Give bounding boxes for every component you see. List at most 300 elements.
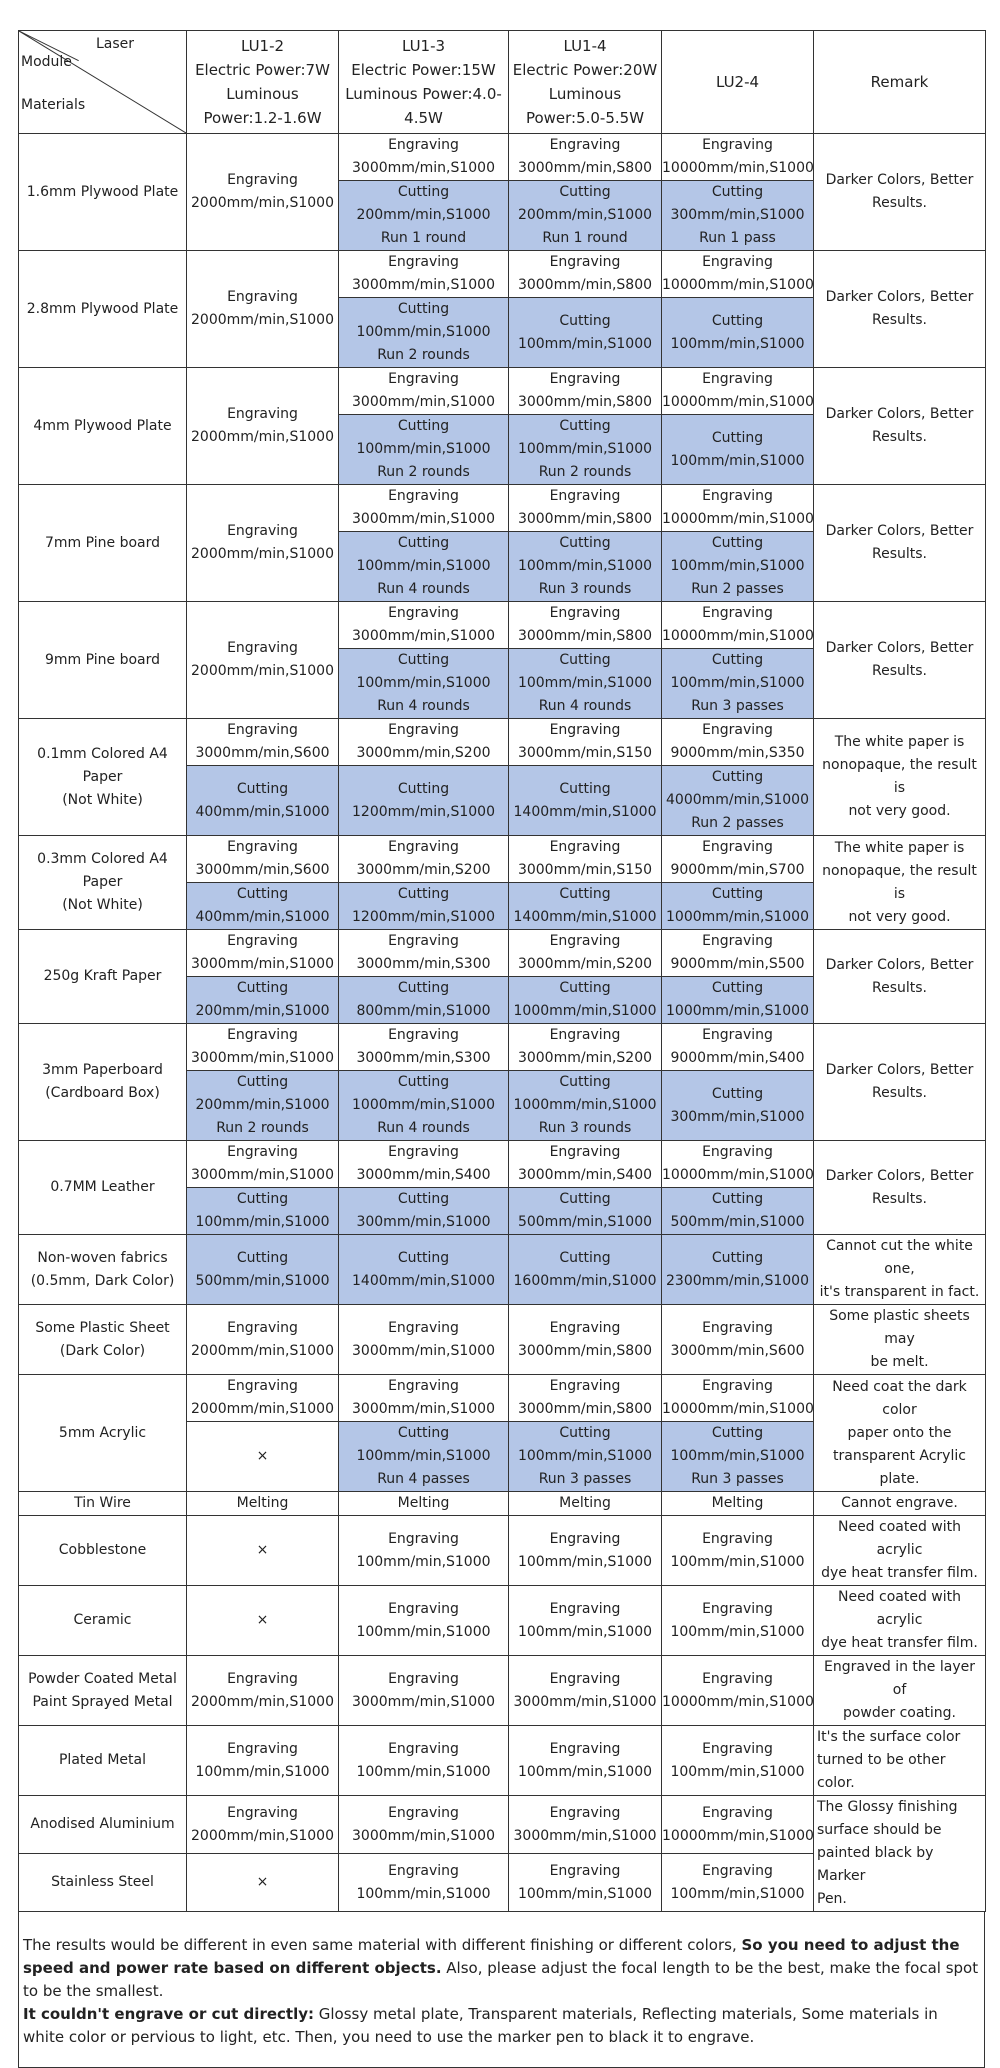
cell-text-line: Cutting <box>397 535 450 551</box>
cell-text-line: 3000mm/min,S800 <box>517 1401 653 1417</box>
setting-cell-lu1-4 <box>509 1656 662 1726</box>
cell-text-line: 100mm/min,S1000 <box>356 1448 491 1464</box>
setting-cell-lu1-2 <box>187 134 339 251</box>
cell-text-line: 2300mm/min,S1000 <box>666 1272 809 1289</box>
cell-text-line: Results. <box>871 312 927 328</box>
cell-text-line: 800mm/min,S1000 <box>356 1003 491 1019</box>
cell-text-line: Darker Colors, Better <box>825 523 974 539</box>
cell-text-line: 3000mm/min,S800 <box>517 628 653 644</box>
cell-text-line: Cutting <box>397 1249 450 1266</box>
cell-text-line: Engraving <box>388 1530 459 1547</box>
setting-cell-lu1-3-engraving <box>339 1141 509 1188</box>
table-row <box>19 930 986 977</box>
setting-cell-lu2-4 <box>662 1492 814 1516</box>
cell-text-line: Engraving <box>702 371 773 387</box>
cell-text-line: 400mm/min,S1000 <box>195 909 330 925</box>
module-label: Module <box>21 54 72 70</box>
cell-text-line: 4mm Plywood Plate <box>33 417 172 434</box>
cell-text-line: Cobblestone <box>58 1542 147 1558</box>
cell-text-line: Cutting <box>711 769 764 785</box>
cell-text-line: 100mm/min,S1000 <box>670 335 805 352</box>
cell-text-line: Engraving <box>549 1027 621 1043</box>
setting-cell-lu2-4-cutting <box>662 298 814 368</box>
laser-label: Laser <box>95 36 134 52</box>
setting-cell-lu1-3 <box>339 1586 509 1656</box>
cell-text-line: Electric Power:15W <box>351 61 496 79</box>
setting-cell-lu2-4-engraving <box>662 251 814 298</box>
cell-text-line: 3000mm/min,S1000 <box>513 1827 657 1844</box>
cell-text-line: Cutting <box>711 184 764 200</box>
setting-cell-lu2-4-engraving <box>662 836 814 883</box>
cell-text-line: Engraving <box>388 1600 459 1617</box>
material-cell <box>19 602 187 719</box>
setting-cell-lu1-3 <box>339 1726 509 1796</box>
cell-text-line: 1000mm/min,S1000 <box>666 1003 809 1019</box>
cell-text-line: Run 1 round <box>380 230 467 246</box>
table-row <box>19 1305 986 1375</box>
cell-text-line: 3000mm/min,S800 <box>517 160 653 176</box>
cell-text-line: 100mm/min,S1000 <box>670 452 805 469</box>
cell-text-line: Engraving <box>388 1804 459 1821</box>
setting-cell-lu1-4 <box>509 1726 662 1796</box>
setting-cell-lu1-4-engraving <box>509 368 662 415</box>
cell-text-line: 100mm/min,S1000 <box>670 1553 805 1570</box>
setting-cell-lu2-4-engraving <box>662 368 814 415</box>
cell-text-line: The white paper is <box>834 839 965 856</box>
cell-text-line: painted black by Marker <box>817 1845 934 1884</box>
material-cell <box>19 1235 187 1305</box>
setting-cell-lu1-4-cutting <box>509 766 662 836</box>
material-cell <box>19 368 187 485</box>
cell-text-line: The Glossy finishing <box>817 1799 958 1815</box>
setting-cell-lu1-4-engraving <box>509 930 662 977</box>
remark-cell <box>814 485 986 602</box>
cell-text-line: dye heat transfer film. <box>821 1565 978 1581</box>
table-row <box>19 1726 986 1796</box>
cell-text-line: Engraving <box>227 523 298 539</box>
cell-text-line: 1000mm/min,S1000 <box>666 909 809 925</box>
cell-text-line: Run 1 round <box>542 230 628 246</box>
cell-text-line: Engraving <box>549 1144 621 1160</box>
setting-cell-lu1-2 <box>187 1586 339 1656</box>
cell-text-line: 4000mm/min,S1000 <box>666 792 809 808</box>
cell-text-line: Engraving <box>227 1378 298 1394</box>
cell-text-line: 10000mm/min,S1000 <box>662 628 814 644</box>
setting-cell-lu1-2 <box>187 1854 339 1912</box>
cell-text-line: Run 1 pass <box>699 230 776 246</box>
cell-text-line: 3000mm/min,S1000 <box>352 1401 495 1417</box>
cell-text-line: Run 3 passes <box>691 1471 784 1487</box>
cell-text-line: Engraving <box>227 1670 298 1687</box>
cell-text-line: be melt. <box>870 1354 929 1370</box>
table-row <box>19 251 986 298</box>
cell-text-line: 3000mm/min,S150 <box>517 862 653 878</box>
cell-text-line: Engraving <box>702 1530 773 1547</box>
table-row <box>19 1375 986 1422</box>
cell-text-line: not very good. <box>848 908 951 925</box>
cell-text-line: Cutting <box>559 1425 611 1441</box>
cell-text-line: Engraving <box>702 1740 773 1757</box>
cell-text-line: Engraving <box>549 137 621 153</box>
setting-cell-lu1-2 <box>187 1235 339 1305</box>
cell-text-line: Engraving <box>549 1740 621 1757</box>
cell-text-line: Engraving <box>388 1319 459 1336</box>
cell-text-line: Tin Wire <box>74 1495 131 1511</box>
cell-text-line: Cutting <box>711 886 764 902</box>
setting-cell-lu2-4-engraving <box>662 1024 814 1071</box>
cell-text-line: Cutting <box>711 652 764 668</box>
cell-text-line: Cutting <box>397 1074 450 1090</box>
cell-text-line: Engraving <box>227 640 298 656</box>
setting-cell-lu1-3-engraving <box>339 719 509 766</box>
table-row <box>19 602 986 649</box>
cell-text-line: 1200mm/min,S1000 <box>352 803 495 820</box>
cell-text-line: Cutting <box>397 980 450 996</box>
cell-text-line: 500mm/min,S1000 <box>517 1214 653 1230</box>
cell-text-line: Cutting <box>236 886 289 902</box>
cell-text-line: Engraving <box>702 605 773 621</box>
cell-text-line: 3000mm/min,S1000 <box>352 277 495 293</box>
cell-text-line: Cutting <box>559 652 611 668</box>
setting-cell-lu1-3-engraving <box>339 134 509 181</box>
remark-cell <box>814 602 986 719</box>
setting-cell-lu1-4 <box>509 1235 662 1305</box>
setting-cell-lu1-2 <box>187 1305 339 1375</box>
cell-text-line: 10000mm/min,S1000 <box>662 277 814 293</box>
cell-text-line: Engraving <box>549 371 621 387</box>
remark-cell <box>814 1516 986 1586</box>
setting-cell-lu2-4-cutting <box>662 1188 814 1235</box>
cell-text-line: Engraving <box>549 1530 621 1547</box>
cell-text-line: 100mm/min,S1000 <box>670 1763 805 1780</box>
remark-cell <box>814 1024 986 1141</box>
setting-cell-lu1-2 <box>187 1796 339 1854</box>
cell-text-line: Darker Colors, Better <box>825 406 974 422</box>
cell-text-line: 100mm/min,S1000 <box>517 558 653 574</box>
table-row <box>19 1235 986 1305</box>
cell-text-line: Run 2 passes <box>691 581 784 597</box>
setting-cell-lu1-3-cutting <box>339 766 509 836</box>
col-header-lu2-4 <box>662 31 814 134</box>
setting-cell-lu2-4-engraving <box>662 1141 814 1188</box>
cell-text-line: Run 3 passes <box>691 698 784 714</box>
setting-cell-lu2-4-cutting <box>662 1071 814 1141</box>
cell-text-line: 3000mm/min,S400 <box>517 1167 653 1183</box>
table-row <box>19 1492 986 1516</box>
setting-cell-lu1-3-cutting <box>339 883 509 930</box>
cell-text-line: Engraving <box>702 1144 773 1160</box>
cell-text-line: × <box>256 1448 269 1464</box>
setting-cell-lu1-4 <box>509 1854 662 1912</box>
cell-text-line: Paper <box>82 874 123 890</box>
setting-cell-lu2-4 <box>662 1854 814 1912</box>
cell-text-line: Run 2 rounds <box>377 464 470 480</box>
corner-header <box>19 31 187 134</box>
setting-cell-lu1-3-cutting <box>339 415 509 485</box>
cell-text-line: 100mm/min,S1000 <box>356 1763 491 1780</box>
cell-text-line: (0.5mm, Dark Color) <box>30 1272 175 1289</box>
setting-cell-lu1-3 <box>339 1796 509 1854</box>
cell-text-line: 3000mm/min,S200 <box>517 1050 653 1066</box>
cell-text-line: 100mm/min,S1000 <box>670 1885 805 1902</box>
settings-sheet <box>18 30 985 2068</box>
cell-text-line: Results. <box>871 429 927 445</box>
setting-cell-lu1-3-engraving <box>339 368 509 415</box>
cell-text-line: 3000mm/min,S200 <box>517 956 653 972</box>
cell-text-line: 3000mm/min,S1000 <box>352 394 495 410</box>
setting-cell-lu1-3-engraving <box>339 930 509 977</box>
cell-text-line: Run 3 rounds <box>538 581 632 597</box>
cell-text-line: Results. <box>871 1190 927 1207</box>
remark-cell <box>814 1375 986 1492</box>
cell-text-line: Engraving <box>388 839 459 855</box>
cell-text-line: 1000mm/min,S1000 <box>513 1097 657 1113</box>
material-cell <box>19 1656 187 1726</box>
cell-text-line: It's the surface color <box>817 1729 961 1745</box>
remark-cell <box>814 930 986 1024</box>
cell-text-line: Engraving <box>549 1378 621 1394</box>
setting-cell-lu1-3-cutting <box>339 181 509 251</box>
cell-text-line: 3000mm/min,S1000 <box>352 1693 495 1710</box>
cell-text-line: Cutting <box>236 780 289 797</box>
cell-text-line: 3000mm/min,S1000 <box>513 1693 657 1710</box>
cell-text-line: LU1-4 <box>563 37 607 55</box>
cell-text-line: Engraving <box>702 839 773 855</box>
cell-text-line: 10000mm/min,S1000 <box>662 1167 814 1183</box>
cell-text-line: 3000mm/min,S1000 <box>352 628 495 644</box>
cell-text-line: Melting <box>236 1495 289 1511</box>
cell-text-line: 200mm/min,S1000 <box>195 1097 330 1113</box>
col-header-lu1-3 <box>339 31 509 134</box>
cell-text-line: 2000mm/min,S1000 <box>191 1401 334 1417</box>
cell-text-line: 100mm/min,S1000 <box>517 675 653 691</box>
cell-text-line: 200mm/min,S1000 <box>195 1003 330 1019</box>
cell-text-line: 3000mm/min,S300 <box>356 1050 491 1066</box>
setting-cell-lu2-4-engraving <box>662 719 814 766</box>
cell-text-line: Engraving <box>549 1600 621 1617</box>
cell-text-line: Power:1.2-1.6W <box>203 109 322 127</box>
cell-text-line: Paint Sprayed Metal <box>32 1693 173 1710</box>
remark-cell <box>814 1726 986 1796</box>
cell-text-line: 1200mm/min,S1000 <box>352 909 495 925</box>
material-cell <box>19 251 187 368</box>
cell-text-line: 5mm Acrylic <box>58 1424 147 1441</box>
cell-text-line: Engraving <box>388 933 459 949</box>
cell-text-line: Darker Colors, Better <box>825 640 974 656</box>
setting-cell-lu1-3-cutting <box>339 1071 509 1141</box>
table-row <box>19 719 986 766</box>
cell-text-line: nonopaque, the result is <box>822 757 977 796</box>
setting-cell-lu2-4-cutting <box>662 1422 814 1492</box>
cell-text-line: Paper <box>82 768 123 785</box>
cell-text-line: Engraving <box>702 1600 773 1617</box>
setting-cell-lu1-4-engraving <box>509 134 662 181</box>
col-header-remark <box>814 31 986 134</box>
setting-cell-lu1-4-cutting <box>509 1422 662 1492</box>
material-cell <box>19 134 187 251</box>
cell-text-line: Cutting <box>559 1249 611 1266</box>
setting-cell-lu1-2-engraving <box>187 1141 339 1188</box>
col-header-lu1-2 <box>187 31 339 134</box>
cell-text-line: Run 4 rounds <box>377 581 470 597</box>
setting-cell-lu1-2-engraving <box>187 1024 339 1071</box>
cell-text-line: Engraving <box>702 254 773 270</box>
cell-text-line: Cutting <box>397 184 450 200</box>
cell-text-line: nonopaque, the result is <box>822 862 977 902</box>
setting-cell-lu1-4-engraving <box>509 836 662 883</box>
notes-block <box>18 1912 985 2068</box>
setting-cell-lu1-3 <box>339 1854 509 1912</box>
cell-text-line: Powder Coated Metal <box>28 1670 177 1687</box>
material-cell <box>19 1796 187 1854</box>
cell-text-line: The white paper is <box>834 734 965 750</box>
cell-text-line: Engraving <box>702 933 773 949</box>
cell-text-line: 3000mm/min,S300 <box>356 956 491 972</box>
cell-text-line: Engraving <box>702 137 773 153</box>
setting-cell-lu1-3-cutting <box>339 977 509 1024</box>
setting-cell-lu2-4-cutting <box>662 649 814 719</box>
setting-cell-lu1-2 <box>187 1492 339 1516</box>
cell-text-line: Cutting <box>559 780 611 797</box>
cell-text-line: Luminous <box>548 85 622 103</box>
cell-text-line: Cutting <box>559 1191 611 1207</box>
cell-text-line: 1000mm/min,S1000 <box>513 1003 657 1019</box>
cell-text-line: LU1-2 <box>240 37 285 55</box>
cell-text-line: Cutting <box>711 1085 764 1102</box>
setting-cell-lu2-4-cutting <box>662 883 814 930</box>
setting-cell-lu1-4-cutting <box>509 181 662 251</box>
cell-text-line: Cutting <box>559 886 611 902</box>
cell-text-line: Stainless Steel <box>51 1874 154 1890</box>
cell-text-line: Power:5.0-5.5W <box>525 109 645 127</box>
setting-cell-lu1-4-cutting <box>509 532 662 602</box>
cell-text-line: 100mm/min,S1000 <box>517 335 653 352</box>
remark-cell <box>814 1141 986 1235</box>
cell-text-line: 3000mm/min,S600 <box>670 1342 805 1359</box>
remark-cell <box>814 719 986 836</box>
setting-cell-lu1-2 <box>187 602 339 719</box>
setting-cell-lu1-3 <box>339 1656 509 1726</box>
setting-cell-lu1-2 <box>187 251 339 368</box>
cell-text-line: 0.3mm Colored A4 <box>37 851 168 867</box>
cell-text-line: Some plastic sheets may <box>829 1308 970 1347</box>
table-row <box>19 1141 986 1188</box>
cell-text-line: paper onto the <box>847 1424 952 1441</box>
cell-text-line: 100mm/min,S1000 <box>356 1885 491 1902</box>
setting-cell-lu1-3-engraving <box>339 485 509 532</box>
cell-text-line: Engraving <box>702 1027 773 1043</box>
remark-cell <box>814 1492 986 1516</box>
cell-text-line: 2000mm/min,S1000 <box>191 1827 334 1844</box>
setting-cell-lu1-2 <box>187 1656 339 1726</box>
cell-text-line: 10000mm/min,S1000 <box>662 394 814 410</box>
setting-cell-lu2-4-engraving <box>662 602 814 649</box>
cell-text-line: Engraving <box>388 605 459 621</box>
cell-text-line: 1000mm/min,S1000 <box>352 1097 495 1113</box>
cell-text-line: 100mm/min,S1000 <box>356 1553 491 1570</box>
cell-text-line: (Dark Color) <box>59 1342 146 1359</box>
cell-text-line: Cutting <box>397 1425 450 1441</box>
cell-text-line: 3000mm/min,S1000 <box>191 1167 334 1183</box>
setting-cell-lu1-3 <box>339 1492 509 1516</box>
cell-text-line: Cutting <box>711 1249 764 1266</box>
setting-cell-lu1-4 <box>509 1796 662 1854</box>
cell-text-line: Luminous <box>226 85 299 103</box>
material-cell <box>19 1305 187 1375</box>
material-cell <box>19 1024 187 1141</box>
cell-text-line: Engraving <box>549 1862 621 1879</box>
cell-text-line: Engraving <box>388 1027 459 1043</box>
cell-text-line: 100mm/min,S1000 <box>670 675 805 691</box>
cell-text-line: 300mm/min,S1000 <box>670 1108 805 1125</box>
cell-text-line: it's transparent in fact. <box>819 1284 980 1300</box>
cell-text-line: 1400mm/min,S1000 <box>352 1272 495 1289</box>
cell-text-line: × <box>256 1612 269 1628</box>
cell-text-line: Melting <box>559 1495 611 1511</box>
cell-text-line: Cutting <box>559 312 611 329</box>
cell-text-line: Cutting <box>559 1074 611 1090</box>
setting-cell-lu1-2-cutting <box>187 766 339 836</box>
setting-cell-lu1-4-engraving <box>509 485 662 532</box>
cell-text-line: Cutting <box>711 429 764 446</box>
remark-cell <box>814 134 986 251</box>
material-cell <box>19 930 187 1024</box>
setting-cell-lu2-4-cutting <box>662 415 814 485</box>
setting-cell-lu1-4-engraving <box>509 719 662 766</box>
setting-cell-lu1-3-engraving <box>339 1024 509 1071</box>
cell-text-line: 100mm/min,S1000 <box>670 1623 805 1640</box>
cell-text-line: 100mm/min,S1000 <box>670 558 805 574</box>
cell-text-line: 250g Kraft Paper <box>43 968 162 984</box>
cell-text-line: Cutting <box>397 652 450 668</box>
setting-cell-lu1-4 <box>509 1586 662 1656</box>
remark-cell <box>814 1796 986 1912</box>
setting-cell-lu1-4-cutting <box>509 649 662 719</box>
cell-text-line: Darker Colors, Better <box>825 956 974 973</box>
cell-text-line: Cutting <box>236 1074 289 1090</box>
cell-text-line: Engraving <box>227 1319 298 1336</box>
cell-text-line: Cutting <box>711 1425 764 1441</box>
laser-settings-table <box>18 30 986 1912</box>
cell-text-line: Melting <box>397 1495 450 1511</box>
cell-text-line: 10000mm/min,S1000 <box>662 1401 814 1417</box>
cell-text-line: 9000mm/min,S500 <box>670 956 805 972</box>
setting-cell-lu1-2-cutting <box>187 1071 339 1141</box>
setting-cell-lu1-2-cutting <box>187 883 339 930</box>
cell-text-line: 10000mm/min,S1000 <box>662 511 814 527</box>
table-row <box>19 1024 986 1071</box>
setting-cell-lu2-4-cutting <box>662 181 814 251</box>
material-cell <box>19 1586 187 1656</box>
setting-cell-lu2-4-engraving <box>662 930 814 977</box>
setting-cell-lu1-4-cutting <box>509 1188 662 1235</box>
materials-label: Materials <box>21 97 86 113</box>
cell-text-line: transparent Acrylic plate. <box>833 1447 966 1487</box>
cell-text-line: Engraving <box>702 1378 773 1394</box>
cell-text-line: Electric Power:20W <box>512 61 658 79</box>
cell-text-line: 10000mm/min,S1000 <box>662 1693 814 1710</box>
cell-text-line: Engraving <box>549 1670 621 1687</box>
setting-cell-lu1-3 <box>339 1305 509 1375</box>
remark-cell <box>814 1656 986 1726</box>
cell-text-line: 4.5W <box>404 109 443 127</box>
cell-text-line: Results. <box>871 663 927 679</box>
cell-text-line: Engraving <box>227 289 298 305</box>
setting-cell-lu1-4-engraving <box>509 251 662 298</box>
table-row <box>19 1586 986 1656</box>
cell-text-line: 100mm/min,S1000 <box>517 1885 653 1902</box>
cell-text-line: dye heat transfer film. <box>821 1635 978 1651</box>
